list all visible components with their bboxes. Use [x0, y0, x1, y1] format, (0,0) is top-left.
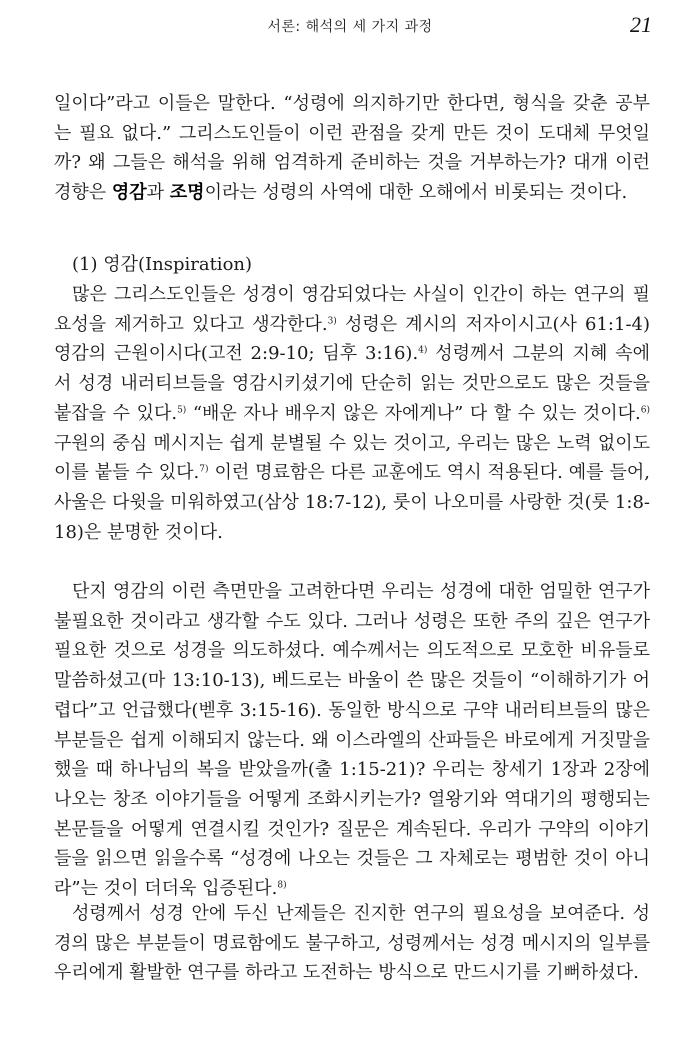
term-inspiration: 영감 — [111, 182, 147, 204]
paragraph-3-text-a: 단지 영감의 이런 측면만을 고려한다면 우리는 성경에 대한 엄밀한 연구가 불필요한 것이라고 생각할 수도 있다. 그러나 성령은 또한 주의 깊은 연구가 필요한 것으로 성경을 의도하셨다. 예수께서는 의도적으로 모호한 비유들로 말씀하셨고(마 13:10-13), 베드로는 바울이 쓴 많은 것들이 “이해하기가 어렵다”고 언급했다(벧후 3:15-16). 동일한 방식으로 구약 내러티브들의 많은 부분들은 쉽게 이해되지 않는다. 왜 이스라엘의 산파들은 바로에게 거짓말을 했을 때 하나님의 복을 받았을까(출 1:15-21)? 우리는 창세기 1장과 2장에 나오는 창조 이야기들을 어떻게 조화시키는가? 열왕기와 역대기의 평행되는 본문들을 어떻게 연결시킬 것인가? 질문은 계속된다. 우리가 구약의 이야기들을 읽으면 읽을수록 “성경에 나오는 것들은 그 자체로는 평범한 것이 아니라”는 것이 더더욱 입증된다. — [54, 581, 650, 900]
footnote-marker-6: 6) — [640, 405, 650, 416]
paragraph-2-text-d: “배운 자나 배우지 않은 자에게나” 다 할 수 있는 것이다. — [186, 402, 641, 424]
footnote-marker-5: 5) — [177, 405, 187, 416]
paragraph-2-text-b: 성령은 계시의 저자이시고(사 61:1-4) 영감의 근원이시다(고전 2:9-10; 딤후 3:16). — [54, 313, 650, 365]
paragraph-1-text-a: 일이다”라고 이들은 말한다. “성령에 의지하기만 한다면, 형식을 갖춘 공부는 필요 없다.” 그리스도인들이 이런 관점을 갖게 만든 것이 도대체 무엇일까? 왜 그들은 해석을 위해 엄격하게 준비하는 것을 거부하는가? 대개 이런 경향은 — [54, 93, 650, 204]
term-illumination: 조명 — [169, 182, 205, 204]
page-number: 21 — [630, 12, 652, 37]
paragraph-2-text-e: 구원의 중심 메시지는 쉽게 분별될 수 있는 것이고, 우리는 많은 노력 없이도 이를 붙들 수 있다. — [54, 432, 650, 484]
footnote-marker-3: 3) — [327, 316, 337, 327]
section-heading: (1) 영감(Inspiration) — [72, 254, 253, 275]
running-title: 서론: 해석의 세 가지 과정 — [267, 19, 433, 35]
paragraph-1-text-e: 이라는 성령의 사역에 대한 오해에서 비롯되는 것이다. — [204, 182, 628, 204]
paragraph-1-text-c: 과 — [146, 182, 170, 204]
page-header — [0, 0, 700, 60]
footnote-marker-7: 7) — [199, 464, 209, 475]
footnote-marker-8: 8) — [277, 880, 287, 891]
paragraph-4 — [54, 899, 650, 988]
paragraph-1 — [54, 89, 650, 208]
paragraph-4-text-a: 성령께서 성경 안에 두신 난제들은 진지한 연구의 필요성을 보여준다. 성경의 많은 부분들이 명료함에도 불구하고, 성령께서는 성경 메시지의 일부를 우리에게 활발한 연구를 하라고 도전하는 방식으로 만드시기를 기뻐하셨다. — [54, 903, 650, 984]
paragraph-3 — [54, 577, 650, 904]
paragraph-2-text-a: 많은 그리스도인들은 성경이 영감되었다는 사실이 인간이 하는 연구의 필요성을 제거하고 있다고 생각한다. — [54, 284, 650, 335]
paragraph-2-text-f: 이런 명료함은 다른 교훈에도 역시 적용된다. 예를 들어, 사울은 다윗을 미워하였고(삼상 18:7-12), 룻이 나오미를 사랑한 것(룻 1:8-18)은 분명한 것이다. — [54, 462, 650, 543]
paragraph-2-text-c: 성령께서 그분의 지혜 속에서 성경 내러티브들을 영감시키셨기에 단순히 읽는 것만으로도 많은 것들을 붙잡을 수 있다. — [54, 343, 650, 424]
footnote-marker-4: 4) — [418, 346, 428, 357]
paragraph-2 — [54, 280, 650, 547]
